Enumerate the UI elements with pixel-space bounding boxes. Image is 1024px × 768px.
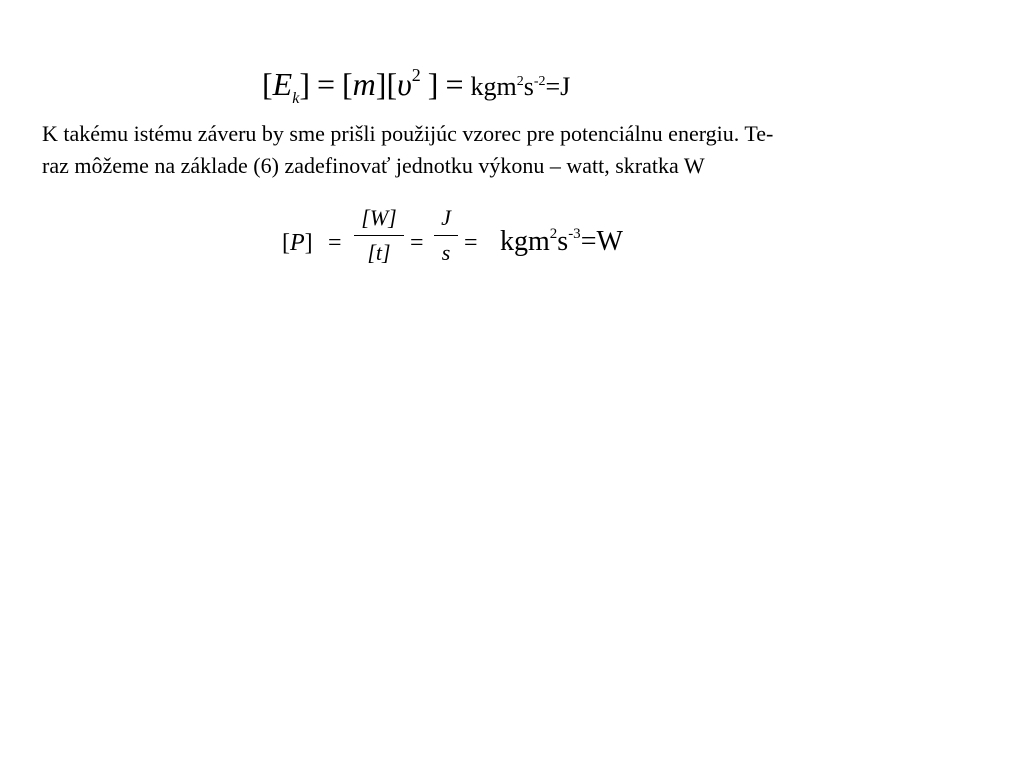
equals-sign: =	[316, 66, 336, 102]
unit-exponent-s: -2	[533, 74, 546, 89]
kinetic-energy-unit-equation	[262, 50, 571, 107]
bracket-open-m: [	[342, 66, 353, 102]
exponent-2: 2	[411, 65, 421, 85]
fraction-denominator-t: [t]	[367, 240, 391, 265]
fraction-numerator-W: [W]	[361, 205, 397, 230]
power-unit-expression	[500, 227, 623, 257]
equals-sign-p1: =	[328, 230, 342, 256]
unit-base: kgm	[470, 72, 517, 101]
paragraph-line-1: K takému istému záveru by sme prišli použijúc vzorec pre potenciálnu energiu. Te-	[42, 121, 774, 146]
bracket-open-P: [	[282, 230, 290, 256]
equals-sign-p2: =	[410, 230, 424, 256]
bracket-close: ]	[299, 66, 310, 102]
symbol-v: υ	[397, 66, 412, 102]
unit-exponent-m-2: 2	[549, 226, 558, 242]
bracket-open: [	[262, 66, 273, 102]
fraction-denominator-s: s	[441, 240, 451, 265]
fraction-numerator-J: J	[441, 205, 451, 230]
bracket-close-m: ]	[375, 66, 387, 102]
bracket-open-v: [	[386, 66, 398, 102]
paragraph-line-2: raz môžeme na základe (6) zadefinovať jednotku výkonu – watt, skratka W	[42, 153, 705, 178]
bracket-close-P: ]	[304, 230, 313, 256]
equals-sign-2: =	[445, 66, 464, 102]
fraction-work-time	[354, 205, 404, 266]
unit-exponent-s-2: -3	[568, 226, 581, 242]
fraction-joule-second	[434, 205, 458, 266]
bracket-close-v: ]	[427, 66, 439, 102]
power-lhs	[282, 229, 313, 257]
unit-s: s	[523, 72, 534, 101]
unit-exponent-m: 2	[516, 74, 524, 89]
unit-result: =J	[545, 72, 571, 101]
fraction-bar	[354, 235, 404, 236]
subscript-k: k	[292, 90, 300, 107]
symbol-P: P	[290, 230, 305, 256]
symbol-m: m	[352, 66, 376, 102]
unit-result-2: =W	[580, 226, 623, 257]
unit-base-2: kgm	[500, 226, 550, 257]
equals-sign-p3: =	[464, 230, 478, 256]
unit-expression	[470, 72, 570, 101]
unit-s-2: s	[557, 226, 569, 257]
body-paragraph	[42, 118, 992, 182]
fraction-bar-2	[434, 235, 458, 236]
symbol-E: E	[272, 66, 293, 102]
